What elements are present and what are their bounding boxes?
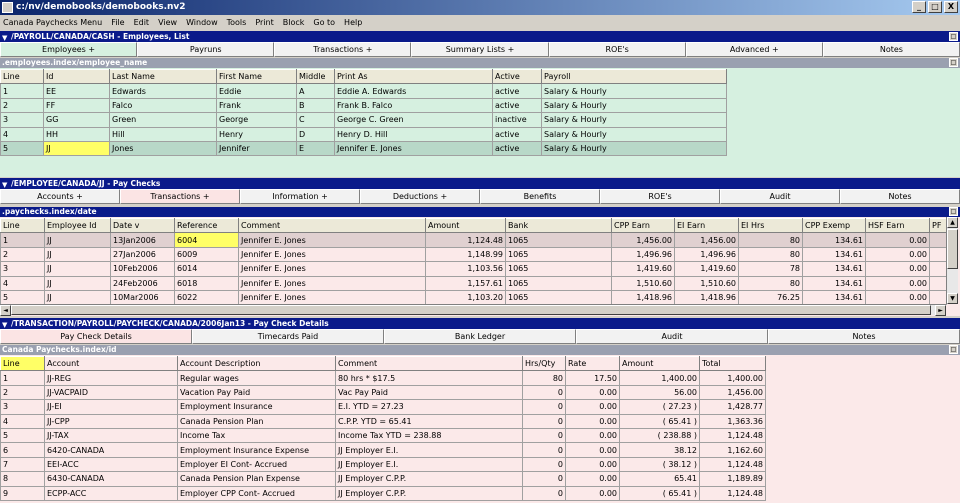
table-cell[interactable]: 134.61: [803, 290, 866, 304]
table-cell[interactable]: 1065: [506, 276, 612, 290]
table-cell[interactable]: Income Tax: [178, 428, 336, 442]
table-cell[interactable]: 1,510.60: [675, 276, 739, 290]
tab-employees[interactable]: Employees +: [0, 42, 137, 57]
table-cell[interactable]: 0.00: [566, 472, 620, 486]
column-header[interactable]: Rate: [566, 357, 620, 371]
table-cell[interactable]: Hill: [110, 127, 217, 141]
table-cell[interactable]: Henry D. Hill: [335, 127, 493, 141]
table-cell[interactable]: 3: [1, 400, 45, 414]
table-cell[interactable]: 4: [1, 276, 45, 290]
table-cell[interactable]: 1,510.60: [612, 276, 675, 290]
table-cell[interactable]: 80: [523, 371, 566, 385]
close-button[interactable]: X: [944, 1, 958, 13]
employees-index-label: .employees.index/employee_name: [2, 58, 148, 67]
employees-table: [0, 69, 727, 156]
table-row[interactable]: [1, 276, 947, 290]
table-cell[interactable]: JJ-TAX: [45, 428, 178, 442]
table-row[interactable]: [1, 84, 727, 98]
table-cell[interactable]: 80 hrs * $17.5: [336, 371, 523, 385]
table-cell[interactable]: 0.00: [566, 414, 620, 428]
table-row[interactable]: [1, 98, 727, 112]
column-header[interactable]: HSF Earn: [866, 219, 930, 233]
table-cell[interactable]: [930, 262, 947, 276]
menu-file[interactable]: File: [111, 18, 125, 27]
tab-notes[interactable]: Notes: [768, 329, 960, 344]
table-cell[interactable]: JJ: [45, 262, 111, 276]
table-cell[interactable]: 1,162.60: [700, 443, 766, 457]
column-header[interactable]: Bank: [506, 219, 612, 233]
table-cell[interactable]: Jennifer E. Jones: [335, 141, 493, 155]
table-cell[interactable]: 0: [523, 385, 566, 399]
table-cell[interactable]: Green: [110, 113, 217, 127]
table-cell[interactable]: ( 65.41 ): [620, 414, 700, 428]
column-header[interactable]: Account Description: [178, 357, 336, 371]
table-cell[interactable]: 6009: [175, 247, 239, 261]
table-row[interactable]: [1, 414, 766, 428]
window-titlebar: [0, 0, 960, 15]
table-row[interactable]: [1, 472, 766, 486]
table-header-row: [1, 70, 727, 84]
column-header[interactable]: Line: [1, 70, 44, 84]
table-cell[interactable]: 1,148.99: [426, 247, 506, 261]
table-cell[interactable]: active: [493, 127, 542, 141]
table-cell[interactable]: 1,419.60: [675, 262, 739, 276]
tab-notes[interactable]: Notes: [823, 42, 960, 57]
table-cell[interactable]: 76.25: [739, 290, 803, 304]
column-header[interactable]: Hrs/Qty: [523, 357, 566, 371]
table-cell[interactable]: JJ Employer E.I.: [336, 457, 523, 471]
app-icon: [2, 2, 13, 13]
column-header[interactable]: First Name: [217, 70, 297, 84]
table-cell[interactable]: Henry: [217, 127, 297, 141]
employees-section-header: [0, 31, 960, 42]
details-table: [0, 356, 766, 501]
table-cell[interactable]: JJ Employer C.P.P.: [336, 486, 523, 500]
table-cell[interactable]: 56.00: [620, 385, 700, 399]
table-cell[interactable]: 1: [1, 371, 45, 385]
table-cell[interactable]: 6: [1, 443, 45, 457]
table-header-row: [1, 219, 947, 233]
tab-timecards-paid[interactable]: Timecards Paid: [192, 329, 384, 344]
table-cell[interactable]: 1065: [506, 262, 612, 276]
table-cell[interactable]: Edwards: [110, 84, 217, 98]
table-cell[interactable]: 6018: [175, 276, 239, 290]
tab-notes[interactable]: Notes: [840, 189, 960, 204]
table-cell[interactable]: Jennifer E. Jones: [239, 290, 426, 304]
table-cell[interactable]: 9: [1, 486, 45, 500]
column-header[interactable]: CPP Earn: [612, 219, 675, 233]
table-cell[interactable]: Jones: [110, 141, 217, 155]
table-cell[interactable]: JJ Employer C.P.P.: [336, 472, 523, 486]
table-cell[interactable]: 1,157.61: [426, 276, 506, 290]
table-row[interactable]: [1, 262, 947, 276]
table-cell[interactable]: 0: [523, 414, 566, 428]
table-cell[interactable]: JJ-VACPAID: [45, 385, 178, 399]
column-header[interactable]: Amount: [426, 219, 506, 233]
column-header[interactable]: Last Name: [110, 70, 217, 84]
column-header[interactable]: Active: [493, 70, 542, 84]
paychecks-section-title: /EMPLOYEE/CANADA/JJ - Pay Checks: [11, 179, 161, 188]
column-header[interactable]: Comment: [336, 357, 523, 371]
restore-icon[interactable]: □: [950, 59, 957, 66]
table-cell[interactable]: 0.00: [866, 290, 930, 304]
column-header[interactable]: Line: [1, 219, 45, 233]
table-row[interactable]: [1, 385, 766, 399]
tab-information[interactable]: Information +: [240, 189, 360, 204]
column-header[interactable]: EI Hrs: [739, 219, 803, 233]
table-cell[interactable]: 134.61: [803, 262, 866, 276]
table-cell[interactable]: 0.00: [566, 443, 620, 457]
table-cell[interactable]: 0: [523, 457, 566, 471]
scroll-up-icon[interactable]: ▲: [947, 217, 958, 228]
scroll-left-icon[interactable]: ◄: [0, 305, 11, 316]
table-cell[interactable]: active: [493, 84, 542, 98]
table-cell[interactable]: 0.00: [866, 262, 930, 276]
column-header[interactable]: PF: [930, 219, 947, 233]
table-cell[interactable]: 80: [739, 276, 803, 290]
table-cell[interactable]: [930, 290, 947, 304]
window-title: c:/nv/demobooks/demobooks.nv2: [16, 2, 186, 12]
table-cell[interactable]: 1: [1, 233, 45, 247]
table-cell[interactable]: 3: [1, 113, 44, 127]
tab-benefits[interactable]: Benefits: [480, 189, 600, 204]
tab-pay-check-details[interactable]: Pay Check Details: [0, 329, 192, 344]
table-cell[interactable]: 1,124.48: [700, 457, 766, 471]
table-cell[interactable]: ECPP-ACC: [45, 486, 178, 500]
employees-section-title: /PAYROLL/CANADA/CASH - Employees, List: [11, 32, 190, 41]
table-cell[interactable]: 1,419.60: [612, 262, 675, 276]
table-cell[interactable]: Canada Pension Plan: [178, 414, 336, 428]
table-cell[interactable]: Eddie: [217, 84, 297, 98]
table-cell[interactable]: Income Tax YTD = 238.88: [336, 428, 523, 442]
table-cell[interactable]: 7: [1, 457, 45, 471]
table-cell[interactable]: Salary & Hourly: [542, 98, 727, 112]
table-cell[interactable]: 1,124.48: [700, 486, 766, 500]
table-cell[interactable]: 4: [1, 127, 44, 141]
scroll-down-icon[interactable]: ▼: [947, 293, 958, 304]
column-header[interactable]: Reference: [175, 219, 239, 233]
table-cell[interactable]: [930, 233, 947, 247]
table-cell[interactable]: 0.00: [566, 457, 620, 471]
table-cell[interactable]: Employment Insurance Expense: [178, 443, 336, 457]
table-cell[interactable]: 134.61: [803, 247, 866, 261]
table-cell[interactable]: 0.00: [866, 233, 930, 247]
table-cell[interactable]: 2: [1, 385, 45, 399]
column-header[interactable]: Amount: [620, 357, 700, 371]
table-cell[interactable]: 4: [1, 414, 45, 428]
table-cell[interactable]: 17.50: [566, 371, 620, 385]
table-cell[interactable]: 0: [523, 486, 566, 500]
column-header[interactable]: CPP Exemp: [803, 219, 866, 233]
table-cell[interactable]: 0.00: [566, 428, 620, 442]
paychecks-section-header: [0, 178, 960, 189]
table-cell[interactable]: 0: [523, 428, 566, 442]
table-cell[interactable]: JJ-REG: [45, 371, 178, 385]
table-cell[interactable]: 1,189.89: [700, 472, 766, 486]
column-header[interactable]: Payroll: [542, 70, 727, 84]
table-cell[interactable]: Salary & Hourly: [542, 127, 727, 141]
menu-help[interactable]: Help: [344, 18, 363, 27]
table-cell[interactable]: 1,400.00: [620, 371, 700, 385]
table-cell[interactable]: 0.00: [866, 276, 930, 290]
table-cell[interactable]: Jennifer E. Jones: [239, 233, 426, 247]
column-header[interactable]: Middle: [297, 70, 335, 84]
column-header[interactable]: Date v: [111, 219, 175, 233]
table-cell[interactable]: 1,418.96: [675, 290, 739, 304]
menu-block[interactable]: Block: [282, 18, 305, 27]
table-cell[interactable]: A: [297, 84, 335, 98]
table-row[interactable]: [1, 127, 727, 141]
employees-tabbar: [0, 42, 960, 57]
restore-icon[interactable]: □: [950, 208, 957, 215]
table-cell[interactable]: 27Jan2006: [111, 247, 175, 261]
table-row-selected[interactable]: [1, 233, 947, 247]
details-tabbar: [0, 329, 960, 344]
table-row[interactable]: [1, 371, 766, 385]
scroll-thumb[interactable]: [11, 305, 931, 315]
collapse-icon[interactable]: ▼: [2, 34, 8, 42]
table-cell[interactable]: 6430-CANADA: [45, 472, 178, 486]
maximize-button[interactable]: □: [928, 1, 942, 13]
table-cell[interactable]: E.I. YTD = 27.23: [336, 400, 523, 414]
tab-roes[interactable]: ROE's: [549, 42, 686, 57]
table-cell[interactable]: 1,428.77: [700, 400, 766, 414]
details-index-header: [0, 345, 960, 355]
table-cell[interactable]: HH: [44, 127, 110, 141]
table-cell[interactable]: 1,456.00: [675, 233, 739, 247]
table-cell[interactable]: Jennifer: [217, 141, 297, 155]
tab-advanced[interactable]: Advanced +: [686, 42, 823, 57]
table-cell[interactable]: 1,418.96: [612, 290, 675, 304]
table-row[interactable]: [1, 443, 766, 457]
paychecks-horizontal-scrollbar[interactable]: [0, 304, 946, 315]
table-cell[interactable]: 24Feb2006: [111, 276, 175, 290]
menu-bar: [0, 15, 960, 30]
table-cell[interactable]: 1,496.96: [612, 247, 675, 261]
table-cell[interactable]: Eddie A. Edwards: [335, 84, 493, 98]
table-cell[interactable]: ( 65.41 ): [620, 486, 700, 500]
table-cell[interactable]: 65.41: [620, 472, 700, 486]
tab-deductions[interactable]: Deductions +: [360, 189, 480, 204]
table-cell[interactable]: Frank: [217, 98, 297, 112]
table-cell[interactable]: Salary & Hourly: [542, 141, 727, 155]
table-cell[interactable]: ( 38.12 ): [620, 457, 700, 471]
paychecks-tabbar: [0, 189, 960, 204]
table-header-row: [1, 357, 766, 371]
table-cell[interactable]: ( 27.23 ): [620, 400, 700, 414]
tab-bank-ledger[interactable]: Bank Ledger: [384, 329, 576, 344]
table-cell[interactable]: Frank B. Falco: [335, 98, 493, 112]
table-cell[interactable]: 0.00: [566, 400, 620, 414]
tab-roes[interactable]: ROE's: [600, 189, 720, 204]
column-header[interactable]: Employee Id: [45, 219, 111, 233]
table-cell[interactable]: 0: [523, 472, 566, 486]
table-cell[interactable]: 1065: [506, 290, 612, 304]
menu-view[interactable]: View: [158, 18, 178, 27]
table-cell[interactable]: 3: [1, 262, 45, 276]
collapse-icon[interactable]: ▼: [2, 181, 8, 189]
column-header[interactable]: Comment: [239, 219, 426, 233]
table-cell[interactable]: Jennifer E. Jones: [239, 247, 426, 261]
column-header[interactable]: Line: [1, 357, 45, 371]
restore-icon[interactable]: □: [950, 33, 957, 40]
table-cell[interactable]: inactive: [493, 113, 542, 127]
table-cell[interactable]: Regular wages: [178, 371, 336, 385]
table-cell[interactable]: FF: [44, 98, 110, 112]
table-cell[interactable]: 80: [739, 233, 803, 247]
table-cell[interactable]: 134.61: [803, 276, 866, 290]
tab-audit[interactable]: Audit: [576, 329, 768, 344]
table-cell[interactable]: Employer EI Cont- Accrued: [178, 457, 336, 471]
table-cell[interactable]: George: [217, 113, 297, 127]
table-cell[interactable]: 1065: [506, 233, 612, 247]
menu-tools[interactable]: Tools: [226, 18, 247, 27]
column-header[interactable]: Print As: [335, 70, 493, 84]
table-row[interactable]: [1, 428, 766, 442]
paychecks-vertical-scrollbar[interactable]: [946, 217, 958, 304]
table-cell[interactable]: Jennifer E. Jones: [239, 276, 426, 290]
table-cell[interactable]: C: [297, 113, 335, 127]
table-cell[interactable]: 80: [739, 247, 803, 261]
table-cell[interactable]: JJ: [45, 233, 111, 247]
details-section-header: [0, 318, 960, 329]
table-cell[interactable]: 0.00: [566, 385, 620, 399]
table-cell[interactable]: Employment Insurance: [178, 400, 336, 414]
table-cell[interactable]: 1065: [506, 247, 612, 261]
table-cell[interactable]: 1,496.96: [675, 247, 739, 261]
details-section-title: /TRANSACTION/PAYROLL/PAYCHECK/CANADA/2006Jan13 - Pay Check Details: [11, 319, 329, 328]
table-cell[interactable]: 1,103.20: [426, 290, 506, 304]
tab-transactions[interactable]: Transactions +: [120, 189, 240, 204]
table-cell[interactable]: 13Jan2006: [111, 233, 175, 247]
menu-window[interactable]: Window: [186, 18, 218, 27]
table-cell[interactable]: D: [297, 127, 335, 141]
table-cell[interactable]: 10Mar2006: [111, 290, 175, 304]
table-cell[interactable]: C.P.P. YTD = 65.41: [336, 414, 523, 428]
column-header[interactable]: Id: [44, 70, 110, 84]
details-index-label: Canada Paychecks.index/id: [2, 345, 117, 354]
table-cell[interactable]: active: [493, 98, 542, 112]
table-cell[interactable]: Vacation Pay Paid: [178, 385, 336, 399]
table-cell[interactable]: Salary & Hourly: [542, 113, 727, 127]
tab-payruns[interactable]: Payruns: [137, 42, 274, 57]
table-row[interactable]: [1, 290, 947, 304]
table-cell[interactable]: 1,363.36: [700, 414, 766, 428]
table-cell[interactable]: E: [297, 141, 335, 155]
table-cell[interactable]: [930, 276, 947, 290]
table-cell-current[interactable]: JJ: [44, 141, 110, 155]
table-cell[interactable]: 0: [523, 443, 566, 457]
collapse-icon[interactable]: ▼: [2, 321, 8, 329]
table-cell[interactable]: [930, 247, 947, 261]
table-cell[interactable]: EE: [44, 84, 110, 98]
scroll-right-icon[interactable]: ►: [935, 305, 946, 316]
menu-canada-paychecks[interactable]: Canada Paychecks Menu: [3, 18, 103, 27]
table-cell[interactable]: 2: [1, 98, 44, 112]
table-row[interactable]: [1, 400, 766, 414]
table-cell[interactable]: B: [297, 98, 335, 112]
table-cell[interactable]: 0.00: [566, 486, 620, 500]
table-cell[interactable]: JJ: [45, 247, 111, 261]
table-cell[interactable]: Employer CPP Cont- Accrued: [178, 486, 336, 500]
table-row[interactable]: [1, 113, 727, 127]
table-cell[interactable]: 0.00: [866, 247, 930, 261]
table-cell[interactable]: 8: [1, 472, 45, 486]
table-cell[interactable]: GG: [44, 113, 110, 127]
tab-summary-lists[interactable]: Summary Lists +: [411, 42, 548, 57]
table-cell[interactable]: 6014: [175, 262, 239, 276]
table-cell[interactable]: JJ Employer E.I.: [336, 443, 523, 457]
table-cell[interactable]: 1: [1, 84, 44, 98]
column-header[interactable]: EI Earn: [675, 219, 739, 233]
table-cell[interactable]: 5: [1, 141, 44, 155]
tab-audit[interactable]: Audit: [720, 189, 840, 204]
table-cell[interactable]: 134.61: [803, 233, 866, 247]
table-cell[interactable]: 6420-CANADA: [45, 443, 178, 457]
table-cell[interactable]: Jennifer E. Jones: [239, 262, 426, 276]
table-cell[interactable]: 1,456.00: [612, 233, 675, 247]
menu-goto[interactable]: Go to: [313, 18, 336, 27]
table-cell[interactable]: 1,124.48: [700, 428, 766, 442]
column-header[interactable]: Account: [45, 357, 178, 371]
table-cell[interactable]: ( 238.88 ): [620, 428, 700, 442]
table-cell-current[interactable]: 6004: [175, 233, 239, 247]
paychecks-table: [0, 218, 947, 305]
scroll-thumb[interactable]: [947, 229, 958, 269]
employees-index-header: [0, 58, 960, 68]
table-cell[interactable]: 1,400.00: [700, 371, 766, 385]
table-cell[interactable]: 1,103.56: [426, 262, 506, 276]
tab-transactions[interactable]: Transactions +: [274, 42, 411, 57]
table-cell[interactable]: 10Feb2006: [111, 262, 175, 276]
minimize-button[interactable]: _: [912, 1, 926, 13]
table-cell[interactable]: JJ-EI: [45, 400, 178, 414]
table-cell[interactable]: active: [493, 141, 542, 155]
paychecks-index-label: .paychecks.index/date: [2, 207, 97, 216]
table-cell[interactable]: 2: [1, 247, 45, 261]
tab-accounts[interactable]: Accounts +: [0, 189, 120, 204]
table-cell[interactable]: 38.12: [620, 443, 700, 457]
table-cell[interactable]: 0: [523, 400, 566, 414]
table-cell[interactable]: JJ: [45, 276, 111, 290]
table-cell[interactable]: 78: [739, 262, 803, 276]
table-cell[interactable]: 1,124.48: [426, 233, 506, 247]
column-header[interactable]: Total: [700, 357, 766, 371]
table-row[interactable]: [1, 457, 766, 471]
table-cell[interactable]: 1,456.00: [700, 385, 766, 399]
paychecks-index-header: [0, 207, 960, 217]
table-cell[interactable]: Salary & Hourly: [542, 84, 727, 98]
table-row[interactable]: [1, 247, 947, 261]
table-row[interactable]: [1, 486, 766, 500]
restore-icon[interactable]: □: [950, 346, 957, 353]
table-cell[interactable]: Vac Pay Paid: [336, 385, 523, 399]
menu-print[interactable]: Print: [255, 18, 274, 27]
menu-edit[interactable]: Edit: [133, 18, 150, 27]
table-cell[interactable]: 5: [1, 290, 45, 304]
table-cell[interactable]: 6022: [175, 290, 239, 304]
table-cell[interactable]: George C. Green: [335, 113, 493, 127]
table-cell[interactable]: 5: [1, 428, 45, 442]
table-cell[interactable]: Canada Pension Plan Expense: [178, 472, 336, 486]
table-cell[interactable]: JJ: [45, 290, 111, 304]
table-cell[interactable]: JJ-CPP: [45, 414, 178, 428]
table-cell[interactable]: EEI-ACC: [45, 457, 178, 471]
table-row-selected[interactable]: [1, 141, 727, 155]
table-cell[interactable]: Falco: [110, 98, 217, 112]
